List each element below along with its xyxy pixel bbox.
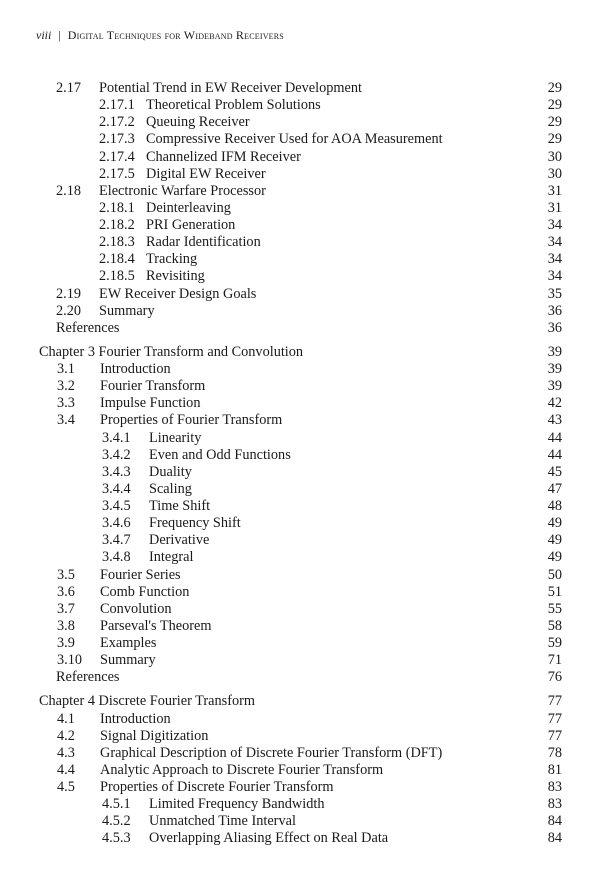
toc-entry-page: 77 (547, 693, 562, 710)
toc-entry-number: 3.8 (57, 617, 75, 634)
toc-entry[interactable] (0, 796, 610, 813)
toc-entry-number: 4.4 (57, 761, 75, 778)
toc-entry-page: 34 (547, 251, 562, 268)
toc-entry-title: Channelized IFM Receiver (146, 148, 301, 165)
toc-entry-page: 83 (547, 779, 562, 795)
toc-entry-title: Theoretical Problem Solutions (146, 97, 321, 114)
toc-entry-title: Queuing Receiver (146, 114, 250, 131)
book-title: Digital Techniques for Wideband Receivers (67, 28, 284, 42)
toc-entry-number: 3.4.4 (102, 480, 131, 497)
toc-entry[interactable] (0, 481, 610, 498)
toc-entry-page: 29 (547, 97, 562, 114)
toc-entry-page: 49 (547, 549, 562, 566)
toc-entry-page: 29 (547, 114, 562, 131)
toc-chapter-entry[interactable] (0, 693, 610, 710)
toc-entry-title: Electronic Warfare Processor (99, 182, 266, 199)
toc-entry-page: 76 (547, 669, 562, 686)
toc-entry-page: 35 (547, 285, 562, 302)
toc-entry-page: 45 (547, 463, 562, 480)
toc-entry-number: 2.20 (56, 302, 82, 319)
toc-entry-title: Duality (149, 463, 192, 480)
toc-entry[interactable] (0, 447, 610, 464)
toc-entry-number: 4.5.3 (102, 830, 131, 847)
toc-entry-page: 55 (547, 600, 562, 617)
toc-entry[interactable] (0, 80, 610, 97)
toc-entry-number: 3.7 (57, 600, 75, 617)
toc-entry-title: Properties of Discrete Fourier Transform (100, 779, 334, 795)
toc-entry[interactable] (0, 532, 610, 549)
toc-entry-title: Revisiting (146, 268, 205, 285)
toc-entry-page: 71 (547, 652, 562, 669)
toc-entry-title: Integral (149, 549, 194, 566)
toc-entry-page: 84 (547, 830, 562, 847)
toc-entry[interactable] (0, 618, 610, 635)
toc-entry-title: Summary (100, 652, 156, 669)
toc-entry-number: 4.5.2 (102, 813, 131, 830)
toc-entry-title: Linearity (149, 429, 202, 446)
toc-entry-page: 39 (547, 343, 562, 360)
toc-entry[interactable] (0, 395, 610, 412)
toc-entry[interactable] (0, 498, 610, 515)
toc-entry-title: Comb Function (100, 583, 190, 600)
toc-entry-number: 3.2 (57, 378, 75, 395)
toc-entry-title: Examples (100, 635, 157, 651)
toc-entry-page: 34 (547, 217, 562, 233)
toc-entry-title: Fourier Transform (100, 378, 206, 395)
toc-entry-title: Chapter 3 Fourier Transform and Convolution (39, 343, 304, 360)
toc-entry-number: 2.17.5 (99, 165, 135, 182)
toc-entry-title: Scaling (149, 480, 192, 497)
toc-entry-page: 36 (547, 319, 562, 336)
toc-entry-page: 39 (547, 378, 562, 395)
toc-entry-page: 44 (547, 446, 562, 463)
toc-entry-title: Compressive Receiver Used for AOA Measurement (146, 131, 443, 148)
toc-entry[interactable] (0, 813, 610, 830)
toc-entry[interactable] (0, 669, 610, 686)
toc-entry-number: 4.1 (57, 710, 75, 727)
toc-entry-page: 77 (547, 727, 562, 744)
toc-entry-number: 3.5 (57, 566, 75, 583)
toc-entry-number: 3.4.5 (102, 498, 131, 514)
toc-entry-title: Analytic Approach to Discrete Fourier Transform (100, 761, 384, 778)
toc-entry-number: 3.1 (57, 361, 75, 377)
toc-entry-title: Chapter 4 Discrete Fourier Transform (39, 693, 256, 710)
toc-entry-number: 4.5 (57, 779, 75, 795)
toc-entry-title: Introduction (100, 710, 171, 727)
toc-entry-page: 47 (547, 480, 562, 497)
toc-entry-page: 49 (547, 532, 562, 549)
toc-entry[interactable] (0, 114, 610, 131)
toc-entry-number: 3.3 (57, 395, 75, 412)
toc-entry-number: 4.2 (57, 727, 75, 744)
toc-entry-title: Graphical Description of Discrete Fourier Transform (DFT) (100, 744, 443, 761)
toc-entry-title: Deinterleaving (146, 199, 231, 216)
toc-entry[interactable] (0, 711, 610, 728)
toc-entry-number: 3.10 (57, 652, 83, 669)
toc-entry-number: 3.4.1 (102, 429, 131, 446)
toc-entry[interactable] (0, 567, 610, 584)
toc-entry-title: EW Receiver Design Goals (99, 285, 257, 302)
toc-entry[interactable] (0, 234, 610, 251)
toc-entry-number: 4.3 (57, 744, 75, 761)
toc-entry-number: 3.4.2 (102, 446, 131, 463)
toc-entry[interactable] (0, 251, 610, 268)
toc-entry-page: 43 (547, 412, 562, 429)
toc-entry-title: Even and Odd Functions (149, 446, 291, 463)
toc-entry-page: 29 (547, 80, 562, 96)
toc-entry[interactable] (0, 601, 610, 618)
toc-entry[interactable] (0, 200, 610, 217)
toc-entry-number: 2.18.4 (99, 251, 135, 268)
toc-entry-title: Fourier Series (100, 566, 181, 583)
toc-entry-number: 2.18 (56, 182, 82, 199)
toc-entry[interactable] (0, 779, 610, 796)
toc-entry-number: 3.4.7 (102, 532, 131, 549)
toc-entry-page: 30 (547, 148, 562, 165)
table-of-contents (0, 80, 610, 848)
toc-entry-title: References (56, 319, 120, 336)
toc-entry[interactable] (0, 166, 610, 183)
toc-entry-title: Potential Trend in EW Receiver Development (99, 80, 362, 96)
header-separator: | (58, 28, 61, 42)
toc-entry-title: Radar Identification (146, 234, 261, 251)
toc-entry[interactable] (0, 584, 610, 601)
toc-entry-page: 48 (547, 498, 562, 514)
toc-entry-title: Signal Digitization (100, 727, 209, 744)
toc-chapter-entry[interactable] (0, 344, 610, 361)
toc-entry-page: 44 (547, 429, 562, 446)
toc-entry-page: 83 (547, 796, 562, 813)
toc-entry-number: 3.4.8 (102, 549, 131, 566)
toc-entry[interactable] (0, 183, 610, 200)
toc-entry-number: 2.17.4 (99, 148, 135, 165)
toc-entry-page: 39 (547, 361, 562, 377)
toc-entry-title: Overlapping Aliasing Effect on Real Data (149, 830, 389, 847)
toc-entry-number: 3.4 (57, 412, 75, 429)
toc-entry-title: Frequency Shift (149, 515, 241, 532)
toc-entry-number: 3.4.3 (102, 463, 131, 480)
toc-entry[interactable] (0, 97, 610, 114)
toc-entry-number: 2.17.1 (99, 97, 135, 114)
toc-entry[interactable] (0, 762, 610, 779)
toc-entry[interactable] (0, 728, 610, 745)
toc-entry-number: 3.4.6 (102, 515, 131, 532)
toc-entry[interactable] (0, 378, 610, 395)
toc-entry-title: Properties of Fourier Transform (100, 412, 283, 429)
toc-entry-number: 2.19 (56, 285, 82, 302)
toc-entry-number: 2.18.5 (99, 268, 135, 285)
toc-entry-page: 31 (547, 182, 562, 199)
toc-entry-page: 30 (547, 165, 562, 182)
toc-entry[interactable] (0, 361, 610, 378)
toc-entry[interactable] (0, 149, 610, 166)
toc-entry-page: 34 (547, 234, 562, 251)
toc-entry-page: 42 (547, 395, 562, 412)
toc-entry-page: 50 (547, 566, 562, 583)
toc-entry[interactable] (0, 430, 610, 447)
toc-entry[interactable] (0, 217, 610, 234)
toc-entry-title: Summary (99, 302, 155, 319)
toc-entry-page: 49 (547, 515, 562, 532)
toc-entry-page: 29 (547, 131, 562, 148)
toc-entry[interactable] (0, 268, 610, 285)
toc-entry[interactable] (0, 515, 610, 532)
toc-entry-title: Impulse Function (100, 395, 201, 412)
toc-entry[interactable] (0, 549, 610, 566)
toc-entry-page: 31 (547, 199, 562, 216)
toc-entry[interactable] (0, 652, 610, 669)
toc-entry-number: 2.17.3 (99, 131, 135, 148)
toc-entry-page: 81 (547, 761, 562, 778)
toc-entry-number: 4.5.1 (102, 796, 131, 813)
toc-entry[interactable] (0, 286, 610, 303)
toc-entry-number: 2.18.2 (99, 217, 135, 233)
toc-entry-title: PRI Generation (146, 217, 236, 233)
toc-entry[interactable] (0, 464, 610, 481)
toc-entry-title: References (56, 669, 120, 686)
toc-entry-page: 78 (547, 744, 562, 761)
toc-entry-title: Tracking (146, 251, 198, 268)
running-header (36, 28, 284, 43)
toc-entry-page: 51 (547, 583, 562, 600)
toc-entry[interactable] (0, 412, 610, 429)
toc-entry-page: 58 (547, 617, 562, 634)
toc-entry[interactable] (0, 320, 610, 337)
toc-entry-title: Parseval's Theorem (100, 617, 212, 634)
toc-entry-number: 2.17.2 (99, 114, 135, 131)
toc-entry-page: 36 (547, 302, 562, 319)
toc-entry-page: 34 (547, 268, 562, 285)
toc-entry-page: 84 (547, 813, 562, 830)
toc-entry-title: Limited Frequency Bandwidth (149, 796, 325, 813)
toc-entry-number: 2.17 (56, 80, 82, 96)
toc-entry-title: Unmatched Time Interval (149, 813, 296, 830)
page-number: viii (36, 28, 52, 42)
toc-entry[interactable] (0, 635, 610, 652)
toc-entry-number: 2.18.3 (99, 234, 135, 251)
toc-entry-title: Derivative (149, 532, 210, 549)
toc-entry[interactable] (0, 745, 610, 762)
toc-entry-number: 2.18.1 (99, 199, 135, 216)
toc-entry-number: 3.9 (57, 635, 75, 651)
toc-entry-title: Digital EW Receiver (146, 165, 266, 182)
toc-entry[interactable] (0, 830, 610, 847)
toc-entry-number: 3.6 (57, 583, 75, 600)
toc-entry-title: Introduction (100, 361, 171, 377)
toc-entry-page: 77 (547, 710, 562, 727)
toc-entry-page: 59 (547, 635, 562, 651)
toc-entry-title: Time Shift (149, 498, 211, 514)
toc-entry[interactable] (0, 131, 610, 148)
toc-entry[interactable] (0, 303, 610, 320)
toc-entry-title: Convolution (100, 600, 172, 617)
